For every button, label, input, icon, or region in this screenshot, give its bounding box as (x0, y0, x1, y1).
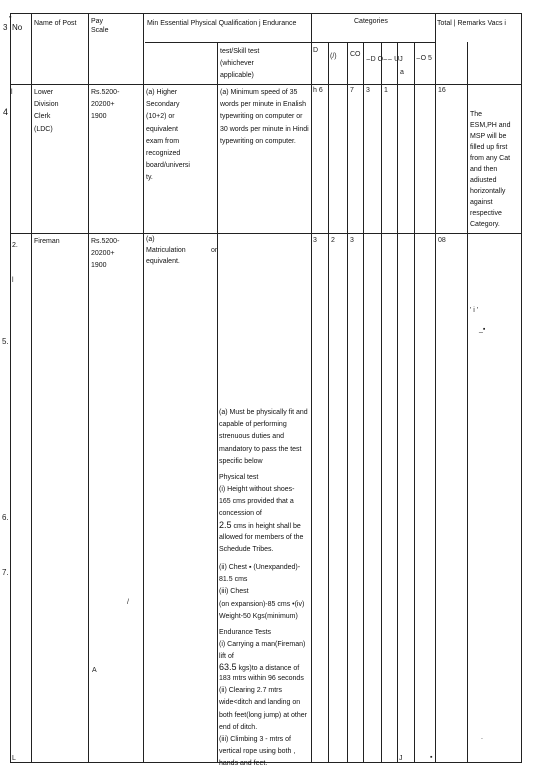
category-mark-2: (/) (330, 53, 337, 60)
margin-mark-L: L (12, 755, 16, 762)
margin-mark-6: 6. (2, 513, 9, 522)
endurance-title: Endurance Tests (219, 629, 272, 636)
subheader-divider (145, 42, 435, 43)
category-mark-5: ⌢⌢ UJ (383, 56, 403, 63)
col-line-cat3 (363, 42, 364, 763)
row2-qualification: (a) Matriculation equivalent. (146, 236, 186, 265)
row1-cat5: 1 (384, 87, 388, 94)
row2-remark-mark-2: _▪ (479, 326, 486, 333)
endurance-weight-value: 63.5 (219, 662, 237, 672)
margin-mark-l: l (12, 277, 14, 284)
row2-qualification-or: or (211, 247, 218, 254)
row1-total: 16 (438, 87, 446, 94)
height-requirement: (i) Height without shoes- 165 cms provided that a concession of (219, 486, 295, 518)
row1-pay: Rs.5200- 20200+ 1900 (91, 89, 120, 121)
col-line-cat4 (381, 42, 382, 763)
sno-top-mark: " (9, 16, 12, 23)
row2-cat1: 3 (313, 237, 317, 244)
col-line-cat1 (328, 42, 329, 763)
row2-remark-mark-1: ' i ' (470, 307, 479, 314)
margin-mark-5: 5. (2, 337, 9, 346)
row2-sno: 2. (12, 242, 18, 249)
endurance-weight-unit: kgs)to a distance of (236, 665, 300, 672)
category-mark-3: CO (350, 51, 361, 58)
col-line-cat5 (397, 42, 398, 763)
stray-mark-slash: / (127, 599, 129, 606)
category-mark-6: a (400, 69, 404, 76)
col-line-cat6 (414, 42, 415, 763)
margin-mark-7: 7. (2, 568, 9, 577)
col-line-cat2 (347, 42, 348, 763)
header-bottom-border (10, 84, 522, 85)
chest-weight-requirements: (ii) Chest ▪ (Unexpanded)- 81.5 cms (iii) Chest (on expansion)-85 cms •(iv) Weight-50 Kgs(minimum) (219, 564, 305, 620)
col-line-post (88, 13, 89, 763)
name-of-post-header: Name of Post (34, 20, 77, 27)
row1-cat4: 3 (366, 87, 370, 94)
row2-pay: Rs.5200- 20200+ 1900 (91, 238, 120, 270)
sno-left-mark: 3 (3, 23, 8, 32)
row1-qualification: (a) Higher Secondary (10+2) or equivalent exam from recognized board/universi ty. (146, 89, 190, 182)
categories-header: Categories (354, 18, 388, 25)
row1-skill-test: (a) Minimum speed of 35 words per minute in Enalish typewriting on computer or 30 words per minute in Hindi typewriting on computer. (220, 89, 309, 145)
row2-post: Fireman (34, 238, 60, 245)
height-concession-tail: allowed for members of the Schedude Tribes. (219, 534, 304, 554)
row2-cat3: 3 (350, 237, 354, 244)
pay-scale-header: Pay Scale (91, 18, 109, 34)
physical-fitness-text: (a) Must be physically fit and capable of performing strenuous duties and mandatory to pass the test specific below (219, 409, 308, 465)
sno-header: No (12, 23, 23, 32)
stray-mark-dot: ▪ (430, 754, 433, 761)
col-line-sno (31, 13, 32, 763)
col-line-test (311, 13, 312, 763)
physical-test-title: Physical test (219, 474, 259, 481)
row1-post: Lower Division Clerk (LDC) (34, 89, 59, 133)
stray-mark-a: A (92, 667, 97, 674)
col-line-total (435, 13, 436, 763)
row1-cat3: 7 (350, 87, 354, 94)
table-top-border (10, 13, 522, 14)
row1-sno: 4 (3, 107, 9, 117)
row1-cat1: h 6 (313, 87, 323, 94)
endurance-carry: (i) Carrying a man(Fireman) lift of (219, 641, 306, 661)
row1-bottom-border (10, 233, 522, 234)
height-concession-unit: cms in height shall be (231, 523, 301, 530)
category-mark-7: ⌢O 5 (416, 55, 432, 62)
category-mark-1: D (313, 47, 319, 54)
col-line-remarks (467, 42, 468, 763)
endurance-rest: 183 mtrs within 96 seconds (ii) Clearing 2.7 mtrs wide<ditch and landing on both feet(long jump) at other end of ditch. (iii) Climbing 3 - mtrs of vertical rope using both , hands and feet. (219, 675, 307, 768)
col-line-right (521, 13, 522, 763)
stray-mark-j: J (399, 755, 403, 762)
category-mark-4: ⌢D O (366, 56, 384, 63)
stray-mark-period: . (481, 734, 483, 741)
row2-cat2: 2 (331, 237, 335, 244)
col-line-pay (143, 13, 144, 763)
row2-total: 08 (438, 237, 446, 244)
min-essential-header: Min Essential Physical Qualification j Endurance (147, 20, 297, 27)
row1-sno-mark: l (11, 89, 13, 96)
col-line-left (10, 13, 11, 763)
col-line-qual (217, 42, 218, 763)
total-remarks-header: Total | Remarks Vacs i (437, 20, 506, 27)
height-concession-value: 2.5 (219, 520, 232, 530)
test-skill-header: test/Skill test (whichever applicable) (220, 48, 260, 80)
row1-remarks: The ESM,PH and MSP will be filled up first from any Cat and then adiusted horizontally against respective Category. (470, 111, 511, 228)
